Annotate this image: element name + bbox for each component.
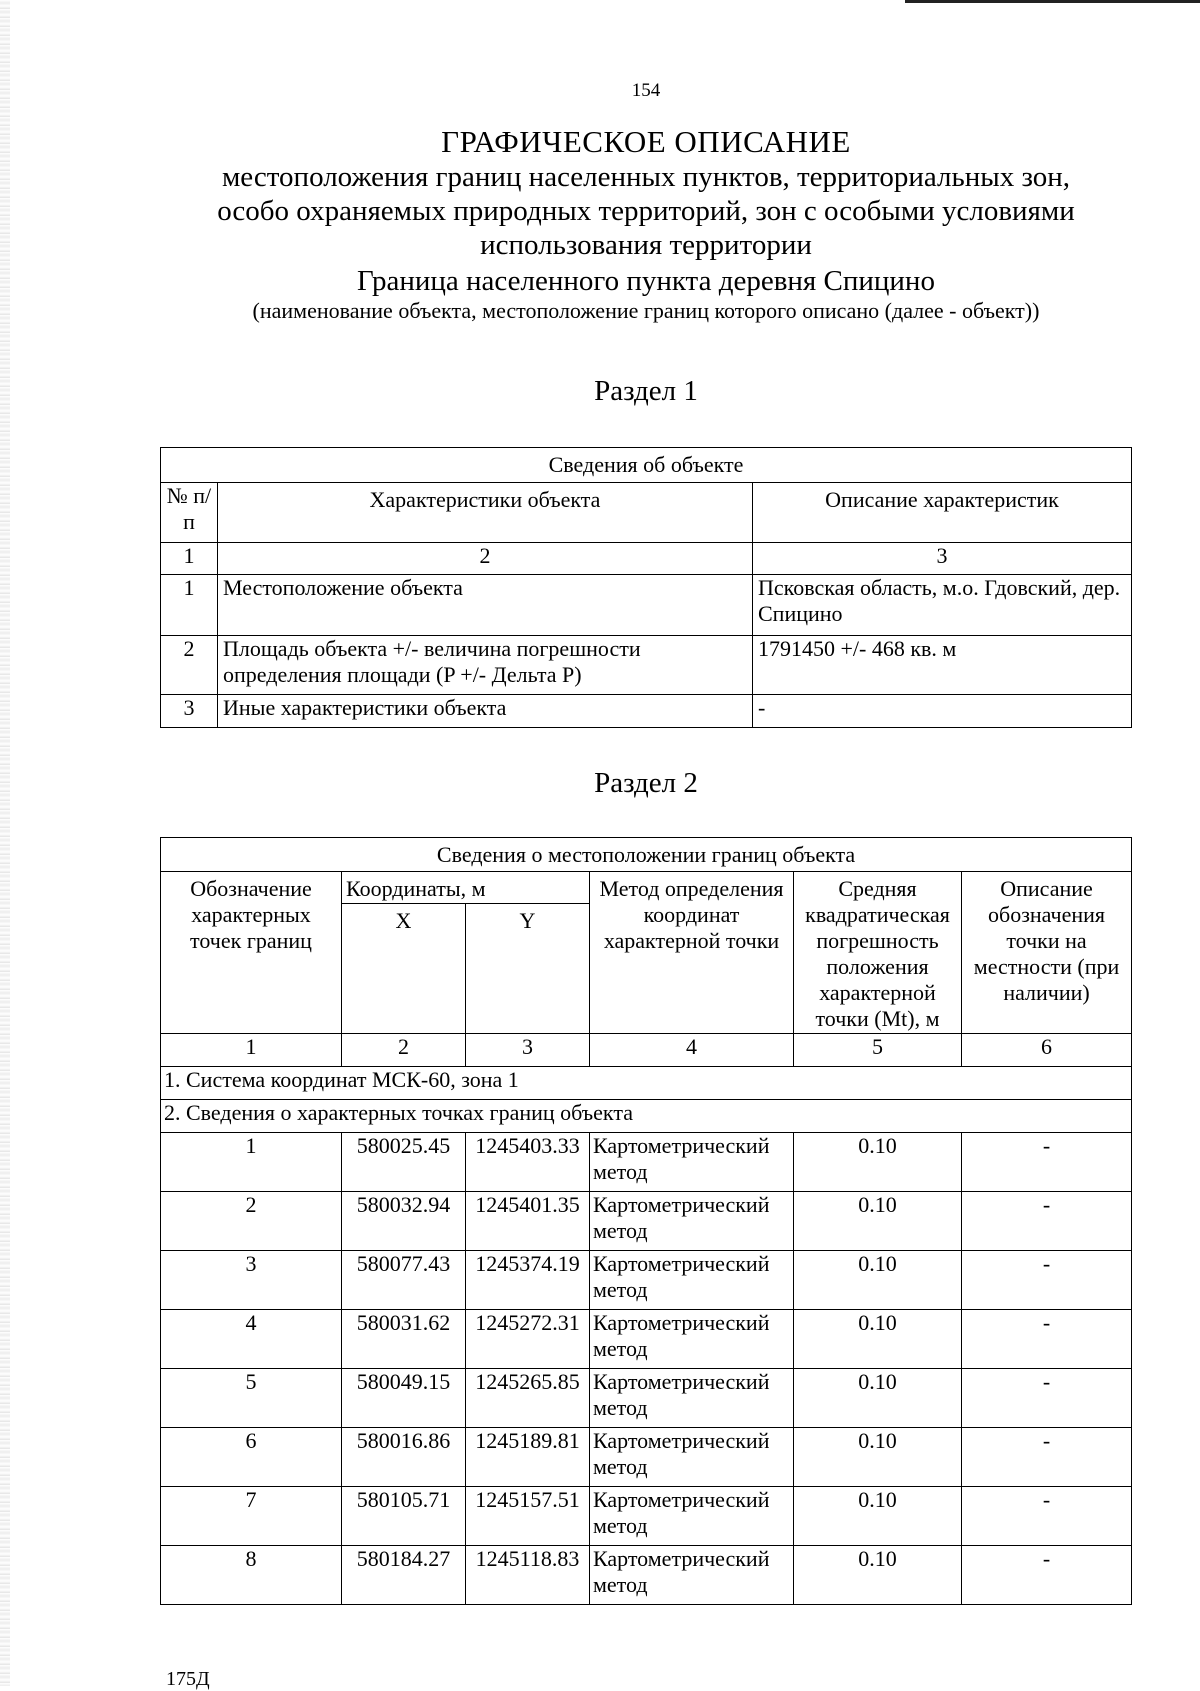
points-caption: 2. Сведения о характерных точках границ объекта: [161, 1100, 1132, 1133]
table-row: [161, 695, 1132, 728]
footer-note: 175Д: [166, 1668, 210, 1690]
row-number: 3: [161, 695, 218, 728]
section1-heading: Раздел 1: [594, 375, 698, 407]
point-label: 6: [161, 1428, 342, 1487]
scan-edge: [0, 0, 10, 1686]
error-value: 0.10: [794, 1428, 962, 1487]
object-name: Граница населенного пункта деревня Спицино: [357, 265, 935, 297]
header-point: Обозначение характерных точек границ: [161, 872, 342, 1034]
method: Картометрический метод: [590, 1428, 794, 1487]
table-caption: Сведения об объекте: [161, 448, 1132, 483]
header-y: Y: [466, 904, 590, 1034]
document-subtitle-line: местоположения границ населенных пунктов, территориальных зон,: [221, 161, 1071, 193]
coord-y: 1245157.51: [466, 1487, 590, 1546]
table-row: [161, 636, 1132, 695]
coord-y: 1245374.19: [466, 1251, 590, 1310]
table-row: [161, 1192, 1132, 1251]
scan-edge-line: [905, 0, 1200, 3]
boundary-points-table: [160, 837, 1132, 1605]
coord-x: 580016.86: [342, 1428, 466, 1487]
method: Картометрический метод: [590, 1546, 794, 1605]
header-error: Средняя квадратическая погрешность положения характерной точки (Mt), м: [794, 872, 962, 1034]
document-subtitle-line: использования территории: [480, 229, 812, 261]
row-number: 1: [161, 575, 218, 636]
coord-x: 580031.62: [342, 1310, 466, 1369]
row-characteristic: Местоположение объекта: [218, 575, 753, 636]
method: Картометрический метод: [590, 1310, 794, 1369]
coord-x: 580032.94: [342, 1192, 466, 1251]
point-description: -: [962, 1369, 1132, 1428]
column-number: 3: [753, 543, 1132, 575]
table-row: [161, 1487, 1132, 1546]
row-number: 2: [161, 636, 218, 695]
table-row: [161, 1428, 1132, 1487]
document-title-block: [160, 124, 1132, 324]
column-number: 1: [161, 1034, 342, 1067]
page-number: 154: [631, 80, 661, 101]
method: Картометрический метод: [590, 1192, 794, 1251]
section2-heading: Раздел 2: [594, 767, 698, 799]
point-description: -: [962, 1487, 1132, 1546]
point-label: 5: [161, 1369, 342, 1428]
table-caption: Сведения о местоположении границ объекта: [161, 838, 1132, 872]
point-label: 2: [161, 1192, 342, 1251]
method: Картометрический метод: [590, 1133, 794, 1192]
table-row: [161, 1369, 1132, 1428]
table-row: [161, 1310, 1132, 1369]
table-row: [161, 1546, 1132, 1605]
column-number: 5: [794, 1034, 962, 1067]
document-subtitle-line: особо охраняемых природных территорий, зон с особыми условиями: [217, 195, 1075, 227]
coord-y: 1245265.85: [466, 1369, 590, 1428]
column-number: 1: [161, 543, 218, 575]
column-number: 3: [466, 1034, 590, 1067]
row-description: 1791450 +/- 468 кв. м: [753, 636, 1132, 695]
header-characteristic: Характеристики объекта: [218, 483, 753, 543]
error-value: 0.10: [794, 1310, 962, 1369]
point-description: -: [962, 1546, 1132, 1605]
header-description: Описание характеристик: [753, 483, 1132, 543]
table-row: [161, 575, 1132, 636]
object-info-table: [160, 447, 1132, 728]
header-x: X: [342, 904, 466, 1034]
coord-y: 1245189.81: [466, 1428, 590, 1487]
coord-x: 580025.45: [342, 1133, 466, 1192]
point-description: -: [962, 1192, 1132, 1251]
row-characteristic: Иные характеристики объекта: [218, 695, 753, 728]
method: Картометрический метод: [590, 1487, 794, 1546]
coord-x: 580184.27: [342, 1546, 466, 1605]
point-description: -: [962, 1310, 1132, 1369]
error-value: 0.10: [794, 1251, 962, 1310]
point-label: 7: [161, 1487, 342, 1546]
point-label: 1: [161, 1133, 342, 1192]
error-value: 0.10: [794, 1192, 962, 1251]
coord-y: 1245272.31: [466, 1310, 590, 1369]
column-number: 4: [590, 1034, 794, 1067]
row-description: Псковская область, м.о. Гдовский, дер. Спицино: [753, 575, 1132, 636]
point-description: -: [962, 1428, 1132, 1487]
table-row: [161, 1251, 1132, 1310]
point-description: -: [962, 1133, 1132, 1192]
coord-y: 1245118.83: [466, 1546, 590, 1605]
coordinate-system: 1. Система координат МСК-60, зона 1: [161, 1067, 1132, 1100]
point-description: -: [962, 1251, 1132, 1310]
error-value: 0.10: [794, 1133, 962, 1192]
coord-y: 1245401.35: [466, 1192, 590, 1251]
object-note: (наименование объекта, местоположение границ которого описано (далее - объект)): [252, 298, 1040, 323]
coord-x: 580077.43: [342, 1251, 466, 1310]
header-coordinates: Координаты, м: [342, 872, 590, 904]
coord-x: 580049.15: [342, 1369, 466, 1428]
point-label: 8: [161, 1546, 342, 1605]
error-value: 0.10: [794, 1546, 962, 1605]
row-characteristic: Площадь объекта +/- величина погрешности определения площади (P +/- Дельта P): [218, 636, 753, 695]
point-label: 4: [161, 1310, 342, 1369]
error-value: 0.10: [794, 1487, 962, 1546]
header-description: Описание обозначения точки на местности (при наличии): [962, 872, 1132, 1034]
column-number: 2: [218, 543, 753, 575]
row-description: -: [753, 695, 1132, 728]
column-number: 6: [962, 1034, 1132, 1067]
point-label: 3: [161, 1251, 342, 1310]
column-number: 2: [342, 1034, 466, 1067]
coord-x: 580105.71: [342, 1487, 466, 1546]
table-row: [161, 1133, 1132, 1192]
error-value: 0.10: [794, 1369, 962, 1428]
method: Картометрический метод: [590, 1369, 794, 1428]
document-title: ГРАФИЧЕСКОЕ ОПИСАНИЕ: [441, 124, 851, 159]
method: Картометрический метод: [590, 1251, 794, 1310]
header-method: Метод определения координат характерной точки: [590, 872, 794, 1034]
header-num: № п/п: [161, 483, 218, 543]
coord-y: 1245403.33: [466, 1133, 590, 1192]
